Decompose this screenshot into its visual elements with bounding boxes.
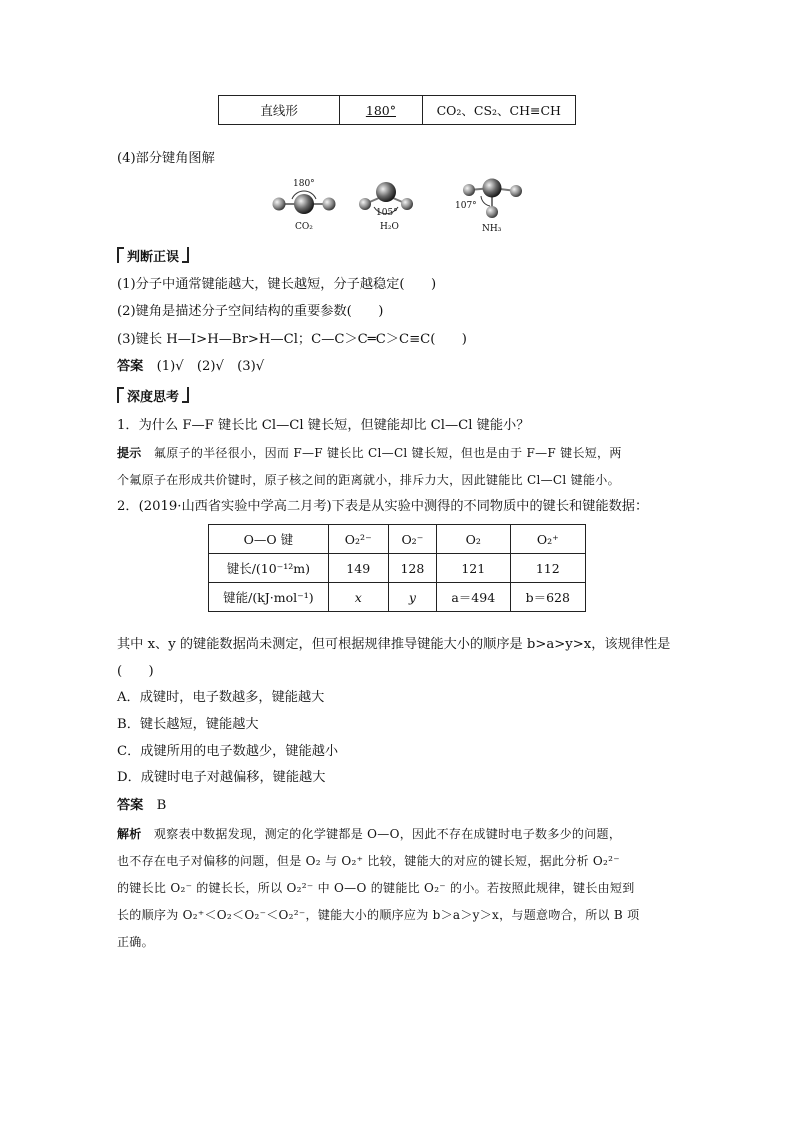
hydrogen-atom	[486, 206, 498, 218]
hydrogen-atom	[510, 185, 522, 197]
hydrogen-atom	[401, 198, 413, 210]
table-cell: y	[388, 583, 436, 612]
judge-section-title: 判断正误	[117, 246, 189, 265]
bond-data-table	[208, 524, 586, 612]
analysis-line-4: 长的顺序为 O₂⁺＜O₂＜O₂⁻＜O₂²⁻，键能大小的顺序应为 b＞a＞y＞x，与题意吻合，所以 B 项	[117, 908, 640, 922]
question-1: 1．为什么 F—F 键长比 Cl—Cl 键长短，但键能却比 Cl—Cl 键能小？	[117, 418, 530, 433]
analysis-line-5: 正确。	[117, 935, 154, 949]
nitrogen-atom	[483, 179, 502, 198]
shape-cell: 直线形	[219, 96, 340, 125]
table-cell: x	[328, 583, 388, 612]
stem-line-1: 其中 x、y 的键能数据尚未测定，但可根据规律推导键能大小的顺序是 b>a>y>x，该规律性是	[117, 637, 671, 652]
table-header-cell: O₂	[437, 525, 511, 554]
analysis-line-1: 解析 观察表中数据发现，测定的化学键都是 O—O，因此不存在成键时电子数多少的问题，	[117, 827, 622, 841]
examples-cell: CO₂、CS₂、CH≡CH	[422, 96, 575, 125]
option-a: A．成键时，电子数越多，键能越大	[117, 690, 325, 705]
judge-item-2: (2)键角是描述分子空间结构的重要参数( )	[117, 304, 384, 319]
option-c: C．成键所用的电子数越少，键能越小	[117, 744, 339, 759]
analysis-line-2: 也不存在电子对偏移的问题，但是 O₂ 与 O₂⁺ 比较，键能大的对应的键长短，据此分析 O₂²⁻	[117, 854, 620, 868]
angle-cell	[340, 96, 422, 125]
judge-item-3: (3)键长 H—I>H—Br>H—Cl；C—C＞C═C＞C≡C( )	[117, 332, 467, 347]
carbon-atom	[294, 194, 314, 214]
h2o-angle: 105°	[376, 208, 398, 218]
judge-answer: 答案 (1)√ (2)√ (3)√	[117, 359, 265, 374]
table-cell: 112	[510, 554, 585, 583]
bond-angle-table	[218, 95, 576, 125]
table-cell: 121	[437, 554, 511, 583]
oxygen-atom	[273, 198, 286, 211]
table-cell: b＝628	[510, 583, 585, 612]
table-row-label: 键能/(kJ·mol⁻¹)	[209, 583, 329, 612]
table-header-cell: O₂⁺	[510, 525, 585, 554]
table-header-cell: O—O 键	[209, 525, 329, 554]
figure-heading: (4)部分键角图解	[117, 151, 215, 166]
judge-item-1: (1)分子中通常键能越大，键长越短，分子越稳定( )	[117, 277, 437, 292]
table-header-cell: O₂²⁻	[328, 525, 388, 554]
table-cell: 128	[388, 554, 436, 583]
table-cell: a＝494	[437, 583, 511, 612]
analysis-line-3: 的键长比 O₂⁻ 的键长长，所以 O₂²⁻ 中 O—O 的键能比 O₂⁻ 的小。若按照此规律，键长由短到	[117, 881, 635, 895]
angle-value: 180°	[365, 102, 396, 118]
table-cell: 149	[328, 554, 388, 583]
co2-angle: 180°	[293, 179, 315, 189]
nh3-molecule	[463, 179, 522, 219]
table-row-label: 键长/(10⁻¹²m)	[209, 554, 329, 583]
oxygen-atom	[323, 198, 336, 211]
option-d: D．成键时电子对越偏移，键能越大	[117, 770, 326, 785]
co2-label: CO₂	[295, 222, 313, 232]
hydrogen-atom	[463, 184, 475, 196]
nh3-label: NH₃	[482, 224, 502, 234]
co2-molecule	[273, 191, 336, 214]
think-answer: 答案 B	[117, 798, 167, 813]
oxygen-atom	[376, 182, 396, 202]
question-2: 2．(2019·山西省实验中学高二月考)下表是从实验中测得的不同物质中的键长和键能数据：	[117, 499, 649, 514]
h2o-label: H₂O	[380, 222, 399, 232]
nh3-angle: 107°	[455, 201, 477, 211]
hydrogen-atom	[359, 198, 371, 210]
table-header-cell: O₂⁻	[388, 525, 436, 554]
hint-line-1: 提示 氟原子的半径很小，因而 F—F 键长比 Cl—Cl 键长短，但也是由于 F—F 键长短，两	[117, 446, 622, 460]
stem-line-2: ( )	[117, 664, 154, 679]
option-b: B．键长越短，键能越大	[117, 717, 259, 732]
think-section-title: 深度思考	[117, 386, 189, 405]
hint-line-2: 个氟原子在形成共价键时，原子核之间的距离就小，排斥力大，因此键能比 Cl—Cl 键能小。	[117, 473, 620, 487]
